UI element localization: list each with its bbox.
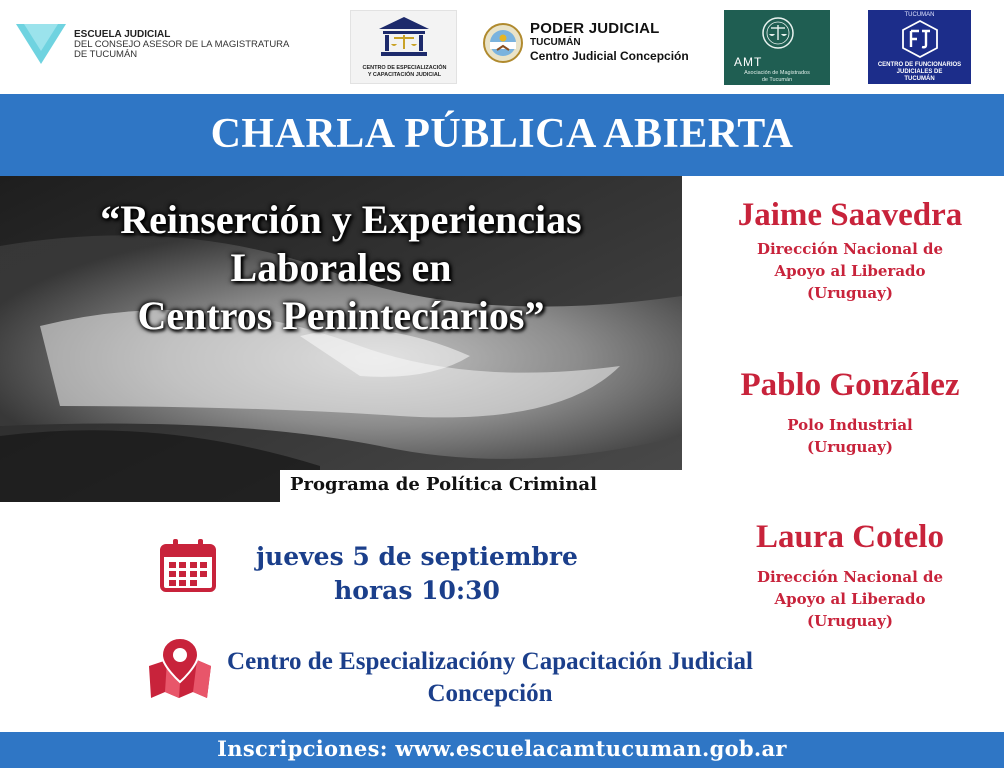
topic-line2: Laborales en bbox=[230, 245, 452, 290]
speaker-role bbox=[700, 238, 1000, 304]
program-strip bbox=[280, 470, 682, 502]
speaker-1 bbox=[700, 196, 1000, 304]
speaker-country: (Uruguay) bbox=[807, 284, 893, 302]
speaker-role-line2: Apoyo al Liberado bbox=[774, 262, 926, 280]
title-band bbox=[0, 94, 1004, 176]
talk-topic bbox=[10, 196, 672, 340]
speaker-role-line1: Dirección Nacional de bbox=[756, 240, 944, 258]
speaker-3 bbox=[700, 518, 1000, 632]
speaker-role bbox=[700, 566, 1000, 632]
logo-escuela-judicial bbox=[12, 22, 332, 66]
topic-line3: Centros Penintecíarios” bbox=[137, 293, 545, 338]
location-line1: Centro de Especializacióny Capacitación Judicial bbox=[227, 648, 753, 675]
cfj-line1: CENTRO DE FUNCIONARIOS bbox=[877, 62, 962, 68]
event-time: horas 10:30 bbox=[334, 576, 500, 605]
topic-line1: “Reinserción y Experiencias bbox=[100, 197, 582, 242]
cfj-line2: JUDICIALES DE bbox=[896, 69, 943, 75]
escuela-line2: DEL CONSEJO ASESOR DE LA MAGISTRATURA bbox=[74, 39, 290, 50]
amt-seal-icon bbox=[761, 16, 795, 50]
cfj-top: TUCUMAN bbox=[904, 12, 935, 18]
speaker-2 bbox=[700, 366, 1000, 458]
speaker-role-line2: Apoyo al Liberado bbox=[774, 590, 926, 608]
centro-caption bbox=[351, 65, 458, 78]
centro-line2: Y CAPACITACIÓN JUDICIAL bbox=[367, 71, 442, 78]
event-title: CHARLA PÚBLICA ABIERTA bbox=[210, 111, 794, 157]
courthouse-icon bbox=[377, 15, 431, 59]
speaker-country: (Uruguay) bbox=[807, 612, 893, 630]
speaker-country: (Uruguay) bbox=[807, 438, 893, 456]
location-line2: Concepción bbox=[427, 680, 553, 707]
event-date: jueves 5 de septiembre bbox=[256, 542, 578, 571]
logo-centro-funcionarios bbox=[868, 10, 971, 84]
hands-photo bbox=[0, 176, 682, 502]
amt-abbr: AMT bbox=[734, 55, 763, 69]
seal-icon bbox=[482, 22, 524, 64]
logo-poder-judicial bbox=[480, 18, 690, 70]
registration-footer bbox=[0, 732, 1004, 768]
registration-link[interactable]: Inscripciones: www.escuelacamtucuman.gob.ar bbox=[217, 736, 787, 761]
speaker-name: Laura Cotelo bbox=[756, 519, 944, 555]
event-location bbox=[220, 646, 760, 710]
amt-line2: de Tucumán bbox=[761, 76, 793, 83]
escuela-line1: ESCUELA JUDICIAL bbox=[74, 29, 171, 40]
speaker-name: Jaime Saavedra bbox=[737, 197, 963, 233]
speaker-role bbox=[700, 414, 1000, 458]
cfj-emblem-icon bbox=[900, 19, 940, 59]
poder-line1: PODER JUDICIAL bbox=[530, 20, 660, 37]
cfj-line3: TUCUMÁN bbox=[904, 76, 935, 82]
logos-header bbox=[0, 0, 1004, 94]
map-pin-icon bbox=[145, 636, 215, 700]
escuela-text bbox=[74, 30, 289, 60]
logo-centro-especializacion bbox=[350, 10, 457, 84]
escuela-line3: DE TUCUMÁN bbox=[74, 49, 138, 60]
speaker-role-line1: Dirección Nacional de bbox=[756, 568, 944, 586]
cfj-caption bbox=[870, 62, 969, 83]
event-date-time bbox=[232, 540, 602, 608]
speaker-name: Pablo González bbox=[740, 367, 960, 403]
poder-line2: TUCUMÁN bbox=[530, 37, 581, 48]
centro-line1: CENTRO DE ESPECIALIZACIÓN bbox=[362, 65, 447, 71]
calendar-icon bbox=[160, 538, 216, 592]
speaker-role-line1: Polo Industrial bbox=[787, 416, 913, 434]
amt-caption bbox=[728, 70, 826, 83]
program-name: Programa de Política Criminal bbox=[290, 474, 597, 495]
logo-amt bbox=[724, 10, 830, 85]
escuela-triangle-icon bbox=[16, 24, 66, 64]
amt-line1: Asociación de Magistrados bbox=[744, 70, 810, 76]
poder-line3: Centro Judicial Concepción bbox=[530, 49, 689, 63]
